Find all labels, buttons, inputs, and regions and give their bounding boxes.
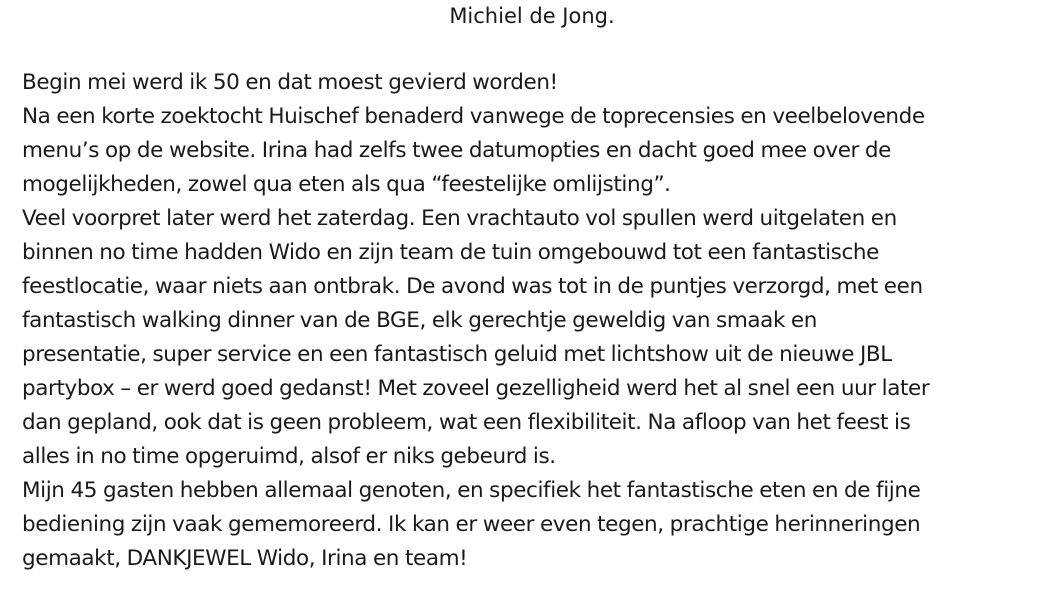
review-author: Michiel de Jong. (449, 4, 615, 28)
review-text (22, 66, 1042, 576)
spacer (22, 32, 1042, 66)
review-line: Veel voorpret later werd het zaterdag. Een vrachtauto vol spullen werd uitgelaten en (22, 206, 897, 231)
review-line: Na een korte zoektocht Huischef benaderd vanwege de toprecensies en veelbelovende (22, 104, 925, 129)
review-line: bediening zijn vaak gememoreerd. Ik kan er weer even tegen, prachtige herinneringen (22, 512, 921, 537)
review-line: mogelijkheden, zowel qua eten als qua “feestelijke omlijsting”. (22, 172, 671, 197)
review-block (22, 0, 1042, 596)
review-line: binnen no time hadden Wido en zijn team de tuin omgebouwd tot een fantastische (22, 240, 879, 265)
review-line: menu’s op de website. Irina had zelfs twee datumopties en dacht goed mee over de (22, 138, 891, 163)
review-line: Begin mei werd ik 50 en dat moest gevierd worden! (22, 70, 558, 95)
review-line: Mijn 45 gasten hebben allemaal genoten, en specifiek het fantastische eten en de fijne (22, 478, 921, 503)
review-line: partybox – er werd goed gedanst! Met zoveel gezelligheid werd het al snel een uur later (22, 376, 930, 401)
review-line: dan gepland, ook dat is geen probleem, wat een flexibiliteit. Na afloop van het feest is (22, 410, 911, 435)
review-line: gemaakt, DANKJEWEL Wido, Irina en team! (22, 546, 468, 571)
review-line: alles in no time opgeruimd, alsof er niks gebeurd is. (22, 444, 556, 469)
review-line: fantastisch walking dinner van de BGE, elk gerechtje geweldig van smaak en (22, 308, 817, 333)
review-line: feestlocatie, waar niets aan ontbrak. De avond was tot in de puntjes verzorgd, met een (22, 274, 923, 299)
review-line: presentatie, super service en een fantastisch geluid met lichtshow uit de nieuwe JBL (22, 342, 892, 367)
